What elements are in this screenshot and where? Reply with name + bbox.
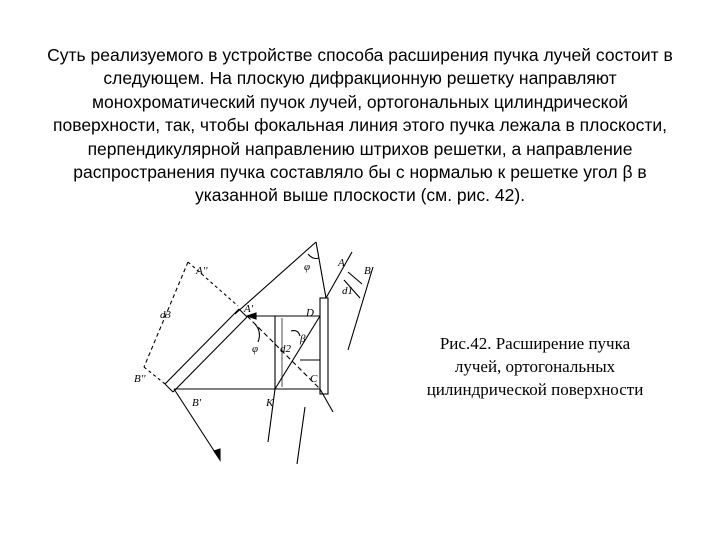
label-b2: B'' (134, 373, 146, 385)
caption-line-1: Рис.42. Расширение пучка (439, 334, 631, 353)
label-beta: β (300, 333, 306, 345)
diagram-svg (130, 232, 390, 482)
label-d: D (306, 307, 314, 319)
tick-a (348, 272, 362, 284)
paragraph-line-3: монохроматический пучок лучей, ортогональных цилиндрической (92, 91, 628, 112)
label-d1: d1 (342, 285, 353, 297)
label-a: A (338, 257, 345, 269)
label-c: C (310, 373, 318, 385)
main-paragraph (30, 44, 690, 208)
ray-out-3 (297, 407, 305, 464)
caption-line-3: цилиндрической поверхности (426, 380, 644, 399)
ray-apex-d (316, 242, 326, 298)
dashed-b2 (144, 367, 165, 384)
caption-line-2: лучей, ортогональных (454, 357, 616, 376)
label-b: B (364, 265, 371, 277)
label-b1: B' (192, 397, 202, 409)
ray-out-4 (320, 389, 333, 412)
figure-42-diagram (130, 232, 390, 482)
label-k: K (266, 397, 274, 409)
label-a1: A' (244, 303, 254, 315)
arc-phi-top (308, 254, 319, 259)
paragraph-line-1: Суть реализуемого в устройстве способа расширения пучка лучей состоит в (47, 45, 673, 65)
label-phi-top: φ (304, 261, 311, 273)
label-d3: d3 (160, 309, 171, 321)
ray-upper-2 (348, 267, 373, 350)
paragraph-line-2: следующем. На плоскую дифракционную решетку направляют (103, 68, 617, 89)
arc-phi-mid (255, 324, 259, 342)
label-a2: A'' (196, 265, 208, 277)
paragraph-line-4: поверхности, так, чтобы фокальная линия этого пучка лежала в плоскости, (53, 115, 667, 136)
grating-vertical (320, 298, 328, 394)
paragraph-line-5: перпендикулярной направлению штрихов решетки, а направление (87, 138, 633, 159)
label-d2: d2 (280, 343, 291, 355)
label-phi-mid: φ (252, 343, 259, 355)
grating-tilted (165, 309, 247, 392)
paragraph-line-6: распространения пучка составляло бы с нормалью к решетке угол β в (73, 162, 647, 183)
paragraph-line-7: указанной выше плоскости (см. рис. 42). (194, 185, 526, 206)
arrowhead-out-1 (214, 449, 220, 460)
arc-beta (291, 331, 300, 336)
figure-caption (400, 332, 670, 401)
